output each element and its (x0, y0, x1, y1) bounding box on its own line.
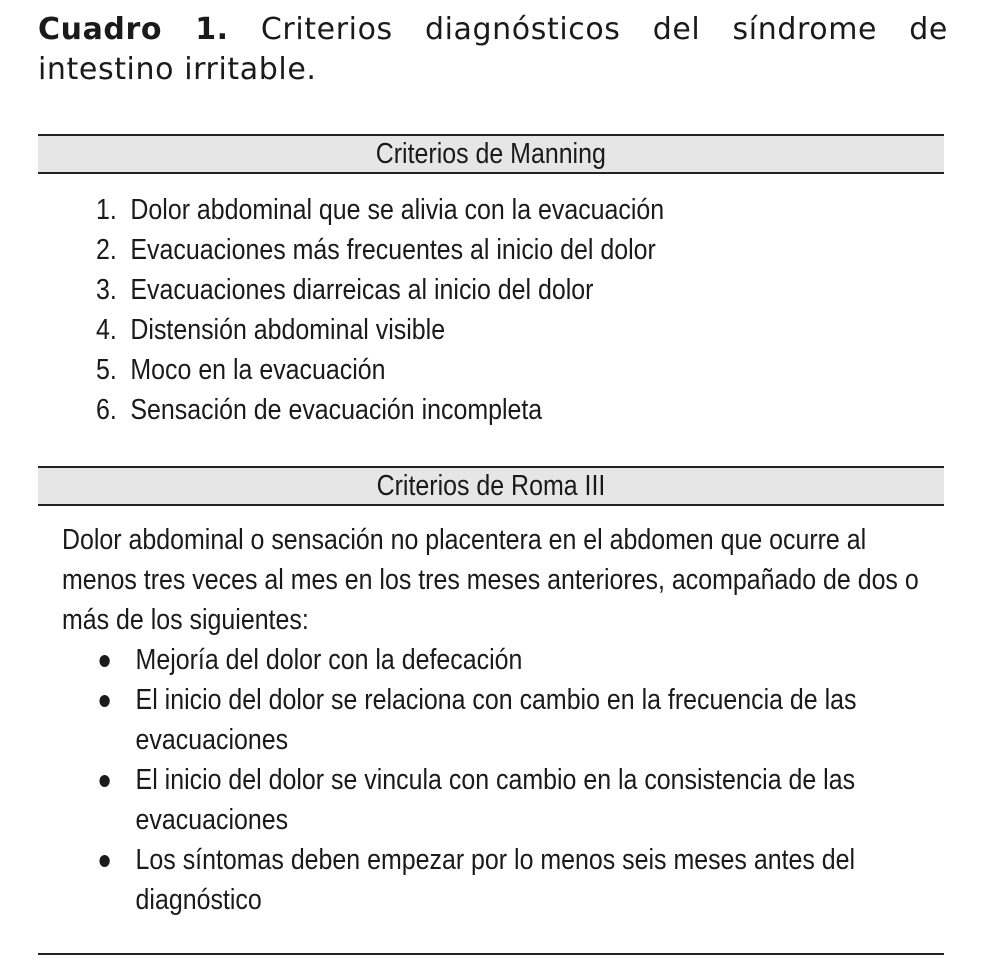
caption-text: Criterios diagnósticos del síndrome de intestino irritable. (38, 12, 948, 87)
list-item (96, 310, 664, 350)
roma-criteria-header (38, 466, 944, 506)
item-number: 5. (96, 354, 117, 386)
roma-criteria-list (96, 640, 904, 920)
list-item (96, 350, 664, 390)
manning-criteria-title: Criterios de Manning (375, 138, 607, 170)
table-bottom-rule (38, 953, 944, 955)
bullet-icon (99, 695, 109, 707)
list-item (96, 680, 904, 760)
caption-label: Cuadro 1. (38, 12, 229, 47)
item-text: Dolor abdominal que se alivia con la evacuación (130, 194, 665, 226)
list-item (96, 270, 664, 310)
item-text: Moco en la evacuación (130, 354, 386, 386)
list-item (96, 390, 664, 430)
item-number: 3. (96, 274, 117, 306)
list-item (96, 840, 904, 920)
manning-criteria-list (96, 190, 757, 430)
manning-criteria-header (38, 134, 944, 174)
bullet-icon (99, 655, 109, 667)
item-text: El inicio del dolor se relaciona con cambio en la frecuencia de las evacuaciones (135, 684, 857, 756)
roma-criteria-title: Criterios de Roma III (376, 470, 606, 502)
list-item (96, 230, 664, 270)
item-text: El inicio del dolor se vincula con cambio en la consistencia de las evacuaciones (135, 764, 856, 836)
item-text: Mejoría del dolor con la defecación (135, 644, 523, 676)
item-text: Evacuaciones diarreicas al inicio del dolor (130, 274, 594, 306)
item-text: Sensación de evacuación incompleta (130, 394, 543, 426)
list-item (96, 760, 904, 840)
item-number: 6. (96, 394, 117, 426)
item-text: Distensión abdominal visible (130, 314, 446, 346)
item-number: 4. (96, 314, 117, 346)
item-number: 2. (96, 234, 117, 266)
bullet-icon (99, 855, 109, 867)
roma-criteria-intro: Dolor abdominal o sensación no placentera en el abdomen que ocurre al menos tres veces al mes en los tres meses anteriores, acompañado de dos o más de los siguientes: (62, 524, 919, 636)
item-number: 1. (96, 194, 117, 226)
bullet-icon (99, 775, 109, 787)
list-item (96, 190, 664, 230)
item-text: Evacuaciones más frecuentes al inicio del dolor (130, 234, 656, 266)
table-caption (38, 10, 948, 90)
list-item (96, 640, 904, 680)
item-text: Los síntomas deben empezar por lo menos seis meses antes del diagnóstico (135, 844, 856, 916)
